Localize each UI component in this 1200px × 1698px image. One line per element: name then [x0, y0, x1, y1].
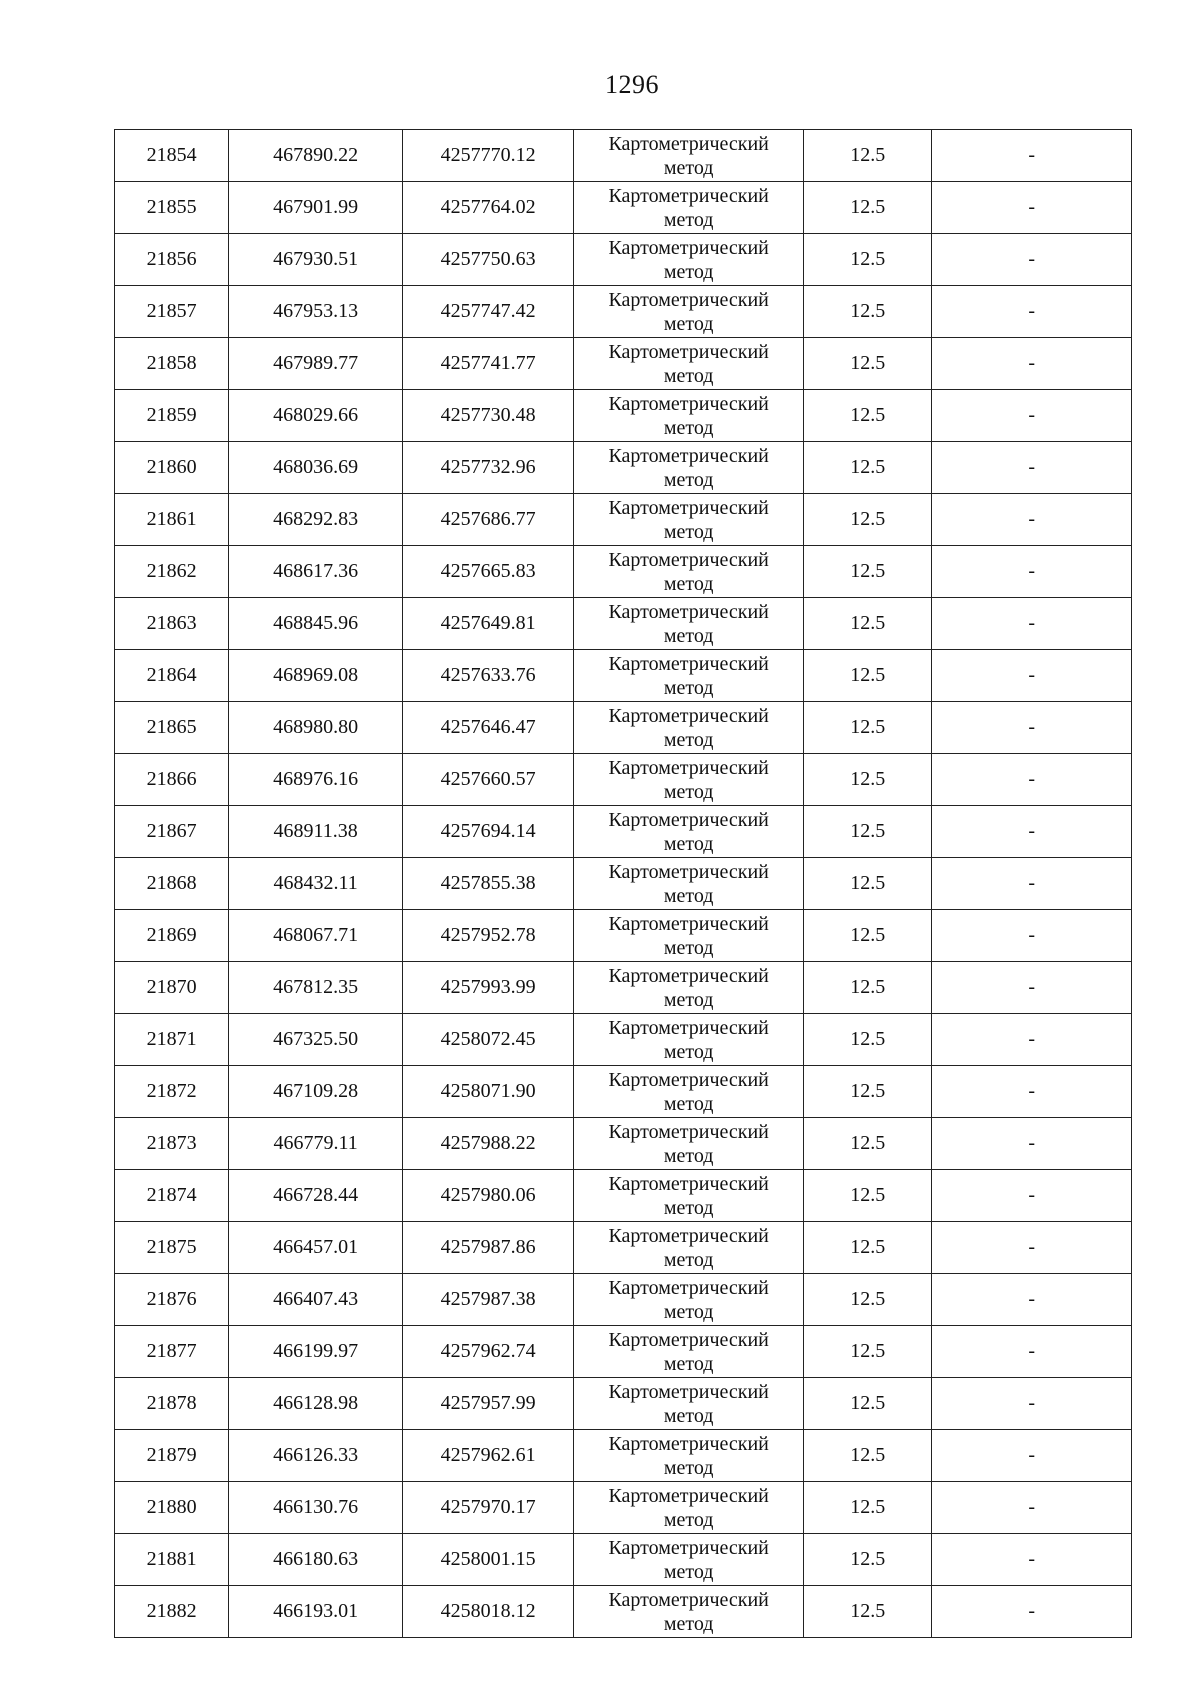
note-cell: - — [932, 858, 1132, 910]
method-cell — [574, 754, 804, 806]
method-line-1: Картометрический — [608, 756, 769, 779]
point-id-cell: 21868 — [115, 858, 229, 910]
method-line-2: метод — [663, 1456, 714, 1479]
accuracy-cell: 12.5 — [804, 182, 932, 234]
point-id-cell: 21873 — [115, 1118, 229, 1170]
y-coordinate-cell: 4257957.99 — [402, 1378, 574, 1430]
table-row — [115, 338, 1132, 390]
y-coordinate-cell: 4257686.77 — [402, 494, 574, 546]
method-cell — [574, 1222, 804, 1274]
x-coordinate-cell: 466128.98 — [229, 1378, 403, 1430]
point-id-cell: 21865 — [115, 702, 229, 754]
method-cell — [574, 1170, 804, 1222]
note-cell: - — [932, 962, 1132, 1014]
x-coordinate-cell: 467901.99 — [229, 182, 403, 234]
table-row — [115, 858, 1132, 910]
method-line-1: Картометрический — [608, 1172, 769, 1195]
x-coordinate-cell: 467812.35 — [229, 962, 403, 1014]
point-id-cell: 21877 — [115, 1326, 229, 1378]
method-line-2: метод — [663, 416, 714, 439]
method-line-2: метод — [663, 1196, 714, 1219]
accuracy-cell: 12.5 — [804, 546, 932, 598]
note-cell: - — [932, 1482, 1132, 1534]
note-cell: - — [932, 234, 1132, 286]
method-line-1: Картометрический — [608, 1068, 769, 1091]
accuracy-cell: 12.5 — [804, 1534, 932, 1586]
method-line-2: метод — [663, 1300, 714, 1323]
table-row — [115, 702, 1132, 754]
method-text — [574, 1276, 803, 1324]
method-text — [574, 964, 803, 1012]
y-coordinate-cell: 4257952.78 — [402, 910, 574, 962]
method-cell — [574, 1586, 804, 1638]
note-cell: - — [932, 130, 1132, 182]
note-cell: - — [932, 1118, 1132, 1170]
table-row — [115, 1534, 1132, 1586]
method-line-1: Картометрический — [608, 288, 769, 311]
method-line-2: метод — [663, 1144, 714, 1167]
table-row — [115, 182, 1132, 234]
y-coordinate-cell: 4257993.99 — [402, 962, 574, 1014]
note-cell: - — [932, 650, 1132, 702]
table-row — [115, 234, 1132, 286]
method-line-2: метод — [663, 468, 714, 491]
table-row — [115, 1222, 1132, 1274]
method-cell — [574, 962, 804, 1014]
method-line-2: метод — [663, 156, 714, 179]
method-line-2: метод — [663, 728, 714, 751]
point-id-cell: 21863 — [115, 598, 229, 650]
note-cell: - — [932, 806, 1132, 858]
y-coordinate-cell: 4258001.15 — [402, 1534, 574, 1586]
x-coordinate-cell: 468036.69 — [229, 442, 403, 494]
point-id-cell: 21864 — [115, 650, 229, 702]
method-text — [574, 1120, 803, 1168]
point-id-cell: 21854 — [115, 130, 229, 182]
method-text — [574, 288, 803, 336]
note-cell: - — [932, 182, 1132, 234]
method-line-1: Картометрический — [608, 808, 769, 831]
table-row — [115, 910, 1132, 962]
x-coordinate-cell: 466779.11 — [229, 1118, 403, 1170]
accuracy-cell: 12.5 — [804, 1118, 932, 1170]
method-cell — [574, 1534, 804, 1586]
x-coordinate-cell: 468911.38 — [229, 806, 403, 858]
note-cell: - — [932, 754, 1132, 806]
method-text — [574, 1068, 803, 1116]
method-cell — [574, 598, 804, 650]
method-line-2: метод — [663, 884, 714, 907]
table-row — [115, 390, 1132, 442]
method-text — [574, 132, 803, 180]
point-id-cell: 21880 — [115, 1482, 229, 1534]
point-id-cell: 21860 — [115, 442, 229, 494]
point-id-cell: 21876 — [115, 1274, 229, 1326]
x-coordinate-cell: 466407.43 — [229, 1274, 403, 1326]
method-cell — [574, 910, 804, 962]
accuracy-cell: 12.5 — [804, 442, 932, 494]
x-coordinate-cell: 468976.16 — [229, 754, 403, 806]
x-coordinate-cell: 466130.76 — [229, 1482, 403, 1534]
method-text — [574, 1588, 803, 1636]
note-cell: - — [932, 286, 1132, 338]
accuracy-cell: 12.5 — [804, 1014, 932, 1066]
method-text — [574, 756, 803, 804]
y-coordinate-cell: 4257633.76 — [402, 650, 574, 702]
method-line-1: Картометрический — [608, 1328, 769, 1351]
accuracy-cell: 12.5 — [804, 1222, 932, 1274]
y-coordinate-cell: 4257732.96 — [402, 442, 574, 494]
note-cell: - — [932, 1066, 1132, 1118]
method-text — [574, 1380, 803, 1428]
method-line-1: Картометрический — [608, 236, 769, 259]
x-coordinate-cell: 468067.71 — [229, 910, 403, 962]
method-cell — [574, 442, 804, 494]
coordinates-table — [114, 129, 1132, 1638]
y-coordinate-cell: 4257980.06 — [402, 1170, 574, 1222]
method-cell — [574, 806, 804, 858]
method-cell — [574, 182, 804, 234]
method-line-2: метод — [663, 1560, 714, 1583]
table-row — [115, 442, 1132, 494]
method-cell — [574, 494, 804, 546]
method-text — [574, 652, 803, 700]
x-coordinate-cell: 468432.11 — [229, 858, 403, 910]
method-cell — [574, 1430, 804, 1482]
method-line-2: метод — [663, 624, 714, 647]
method-line-2: метод — [663, 1092, 714, 1115]
table-row — [115, 1014, 1132, 1066]
y-coordinate-cell: 4257741.77 — [402, 338, 574, 390]
method-cell — [574, 1014, 804, 1066]
method-line-2: метод — [663, 1612, 714, 1635]
accuracy-cell: 12.5 — [804, 806, 932, 858]
method-cell — [574, 546, 804, 598]
method-line-2: метод — [663, 1508, 714, 1531]
method-line-1: Картометрический — [608, 1588, 769, 1611]
method-text — [574, 1484, 803, 1532]
accuracy-cell: 12.5 — [804, 858, 932, 910]
table-row — [115, 1170, 1132, 1222]
point-id-cell: 21862 — [115, 546, 229, 598]
point-id-cell: 21874 — [115, 1170, 229, 1222]
method-text — [574, 496, 803, 544]
note-cell: - — [932, 1014, 1132, 1066]
x-coordinate-cell: 466728.44 — [229, 1170, 403, 1222]
point-id-cell: 21882 — [115, 1586, 229, 1638]
method-line-1: Картометрический — [608, 652, 769, 675]
table-row — [115, 546, 1132, 598]
page-number: 1296 — [605, 70, 659, 99]
method-cell — [574, 1482, 804, 1534]
accuracy-cell: 12.5 — [804, 1430, 932, 1482]
note-cell: - — [932, 1586, 1132, 1638]
point-id-cell: 21855 — [115, 182, 229, 234]
note-cell: - — [932, 546, 1132, 598]
note-cell: - — [932, 1534, 1132, 1586]
method-cell — [574, 858, 804, 910]
accuracy-cell: 12.5 — [804, 1170, 932, 1222]
accuracy-cell: 12.5 — [804, 1482, 932, 1534]
accuracy-cell: 12.5 — [804, 754, 932, 806]
method-text — [574, 1172, 803, 1220]
y-coordinate-cell: 4257694.14 — [402, 806, 574, 858]
method-text — [574, 1016, 803, 1064]
accuracy-cell: 12.5 — [804, 962, 932, 1014]
accuracy-cell: 12.5 — [804, 338, 932, 390]
y-coordinate-cell: 4257730.48 — [402, 390, 574, 442]
x-coordinate-cell: 468845.96 — [229, 598, 403, 650]
method-line-1: Картометрический — [608, 1536, 769, 1559]
method-line-2: метод — [663, 1404, 714, 1427]
x-coordinate-cell: 467953.13 — [229, 286, 403, 338]
accuracy-cell: 12.5 — [804, 702, 932, 754]
x-coordinate-cell: 468969.08 — [229, 650, 403, 702]
note-cell: - — [932, 1274, 1132, 1326]
y-coordinate-cell: 4257770.12 — [402, 130, 574, 182]
note-cell: - — [932, 702, 1132, 754]
x-coordinate-cell: 467989.77 — [229, 338, 403, 390]
y-coordinate-cell: 4257747.42 — [402, 286, 574, 338]
table-row — [115, 1586, 1132, 1638]
table-row — [115, 286, 1132, 338]
accuracy-cell: 12.5 — [804, 650, 932, 702]
table-row — [115, 650, 1132, 702]
note-cell: - — [932, 598, 1132, 650]
accuracy-cell: 12.5 — [804, 1274, 932, 1326]
x-coordinate-cell: 467325.50 — [229, 1014, 403, 1066]
method-text — [574, 1432, 803, 1480]
method-cell — [574, 650, 804, 702]
method-text — [574, 392, 803, 440]
y-coordinate-cell: 4257665.83 — [402, 546, 574, 598]
y-coordinate-cell: 4257987.86 — [402, 1222, 574, 1274]
y-coordinate-cell: 4257764.02 — [402, 182, 574, 234]
accuracy-cell: 12.5 — [804, 1586, 932, 1638]
method-line-2: метод — [663, 936, 714, 959]
y-coordinate-cell: 4258071.90 — [402, 1066, 574, 1118]
table-row — [115, 1430, 1132, 1482]
point-id-cell: 21869 — [115, 910, 229, 962]
table-row — [115, 1378, 1132, 1430]
method-text — [574, 444, 803, 492]
x-coordinate-cell: 467109.28 — [229, 1066, 403, 1118]
method-cell — [574, 1066, 804, 1118]
table-row — [115, 754, 1132, 806]
point-id-cell: 21878 — [115, 1378, 229, 1430]
table-row — [115, 1066, 1132, 1118]
note-cell: - — [932, 442, 1132, 494]
point-id-cell: 21879 — [115, 1430, 229, 1482]
method-cell — [574, 1118, 804, 1170]
point-id-cell: 21867 — [115, 806, 229, 858]
x-coordinate-cell: 466457.01 — [229, 1222, 403, 1274]
point-id-cell: 21881 — [115, 1534, 229, 1586]
method-line-2: метод — [663, 1040, 714, 1063]
method-line-1: Картометрический — [608, 340, 769, 363]
method-cell — [574, 1274, 804, 1326]
accuracy-cell: 12.5 — [804, 1378, 932, 1430]
method-line-1: Картометрический — [608, 860, 769, 883]
table-row — [115, 130, 1132, 182]
accuracy-cell: 12.5 — [804, 130, 932, 182]
method-text — [574, 1224, 803, 1272]
method-cell — [574, 702, 804, 754]
method-line-2: метод — [663, 676, 714, 699]
method-line-1: Картометрический — [608, 1484, 769, 1507]
y-coordinate-cell: 4257962.74 — [402, 1326, 574, 1378]
y-coordinate-cell: 4257988.22 — [402, 1118, 574, 1170]
method-line-2: метод — [663, 988, 714, 1011]
method-text — [574, 912, 803, 960]
method-line-2: метод — [663, 312, 714, 335]
y-coordinate-cell: 4257987.38 — [402, 1274, 574, 1326]
method-line-2: метод — [663, 1352, 714, 1375]
accuracy-cell: 12.5 — [804, 1066, 932, 1118]
table-row — [115, 962, 1132, 1014]
note-cell: - — [932, 494, 1132, 546]
table-body — [115, 130, 1132, 1638]
note-cell: - — [932, 910, 1132, 962]
method-line-1: Картометрический — [608, 1224, 769, 1247]
method-line-1: Картометрический — [608, 548, 769, 571]
method-text — [574, 548, 803, 596]
accuracy-cell: 12.5 — [804, 1326, 932, 1378]
method-line-2: метод — [663, 260, 714, 283]
accuracy-cell: 12.5 — [804, 234, 932, 286]
method-line-2: метод — [663, 832, 714, 855]
method-text — [574, 340, 803, 388]
method-line-1: Картометрический — [608, 1016, 769, 1039]
accuracy-cell: 12.5 — [804, 390, 932, 442]
method-line-1: Картометрический — [608, 600, 769, 623]
x-coordinate-cell: 468029.66 — [229, 390, 403, 442]
x-coordinate-cell: 466180.63 — [229, 1534, 403, 1586]
point-id-cell: 21858 — [115, 338, 229, 390]
y-coordinate-cell: 4257660.57 — [402, 754, 574, 806]
method-line-1: Картометрический — [608, 444, 769, 467]
point-id-cell: 21870 — [115, 962, 229, 1014]
x-coordinate-cell: 468617.36 — [229, 546, 403, 598]
y-coordinate-cell: 4257750.63 — [402, 234, 574, 286]
table-row — [115, 806, 1132, 858]
method-line-1: Картометрический — [608, 704, 769, 727]
note-cell: - — [932, 1430, 1132, 1482]
point-id-cell: 21871 — [115, 1014, 229, 1066]
method-line-1: Картометрический — [608, 132, 769, 155]
note-cell: - — [932, 338, 1132, 390]
method-text — [574, 808, 803, 856]
point-id-cell: 21859 — [115, 390, 229, 442]
note-cell: - — [932, 1326, 1132, 1378]
y-coordinate-cell: 4257649.81 — [402, 598, 574, 650]
note-cell: - — [932, 1378, 1132, 1430]
x-coordinate-cell: 468980.80 — [229, 702, 403, 754]
accuracy-cell: 12.5 — [804, 598, 932, 650]
method-line-2: метод — [663, 572, 714, 595]
point-id-cell: 21857 — [115, 286, 229, 338]
accuracy-cell: 12.5 — [804, 910, 932, 962]
method-line-2: метод — [663, 1248, 714, 1271]
method-text — [574, 184, 803, 232]
accuracy-cell: 12.5 — [804, 494, 932, 546]
y-coordinate-cell: 4257970.17 — [402, 1482, 574, 1534]
method-text — [574, 600, 803, 648]
table-row — [115, 1274, 1132, 1326]
y-coordinate-cell: 4258072.45 — [402, 1014, 574, 1066]
point-id-cell: 21875 — [115, 1222, 229, 1274]
table-row — [115, 1482, 1132, 1534]
method-line-1: Картометрический — [608, 964, 769, 987]
method-cell — [574, 130, 804, 182]
method-cell — [574, 234, 804, 286]
note-cell: - — [932, 1170, 1132, 1222]
table-row — [115, 1326, 1132, 1378]
table-row — [115, 1118, 1132, 1170]
y-coordinate-cell: 4257962.61 — [402, 1430, 574, 1482]
point-id-cell: 21872 — [115, 1066, 229, 1118]
method-text — [574, 1328, 803, 1376]
x-coordinate-cell: 466126.33 — [229, 1430, 403, 1482]
method-line-1: Картометрический — [608, 1276, 769, 1299]
point-id-cell: 21856 — [115, 234, 229, 286]
x-coordinate-cell: 467930.51 — [229, 234, 403, 286]
method-line-1: Картометрический — [608, 1432, 769, 1455]
point-id-cell: 21866 — [115, 754, 229, 806]
accuracy-cell: 12.5 — [804, 286, 932, 338]
method-text — [574, 860, 803, 908]
method-line-1: Картометрический — [608, 392, 769, 415]
x-coordinate-cell: 468292.83 — [229, 494, 403, 546]
method-cell — [574, 1326, 804, 1378]
method-line-2: метод — [663, 208, 714, 231]
note-cell: - — [932, 390, 1132, 442]
method-cell — [574, 390, 804, 442]
method-line-2: метод — [663, 520, 714, 543]
method-line-1: Картометрический — [608, 184, 769, 207]
method-text — [574, 704, 803, 752]
method-cell — [574, 338, 804, 390]
method-line-1: Картометрический — [608, 912, 769, 935]
x-coordinate-cell: 466193.01 — [229, 1586, 403, 1638]
method-line-2: метод — [663, 364, 714, 387]
table-row — [115, 598, 1132, 650]
method-line-1: Картометрический — [608, 1120, 769, 1143]
method-line-1: Картометрический — [608, 496, 769, 519]
y-coordinate-cell: 4258018.12 — [402, 1586, 574, 1638]
x-coordinate-cell: 467890.22 — [229, 130, 403, 182]
method-text — [574, 1536, 803, 1584]
x-coordinate-cell: 466199.97 — [229, 1326, 403, 1378]
point-id-cell: 21861 — [115, 494, 229, 546]
table-row — [115, 494, 1132, 546]
y-coordinate-cell: 4257855.38 — [402, 858, 574, 910]
method-line-2: метод — [663, 780, 714, 803]
method-cell — [574, 286, 804, 338]
method-line-1: Картометрический — [608, 1380, 769, 1403]
y-coordinate-cell: 4257646.47 — [402, 702, 574, 754]
note-cell: - — [932, 1222, 1132, 1274]
method-text — [574, 236, 803, 284]
method-cell — [574, 1378, 804, 1430]
